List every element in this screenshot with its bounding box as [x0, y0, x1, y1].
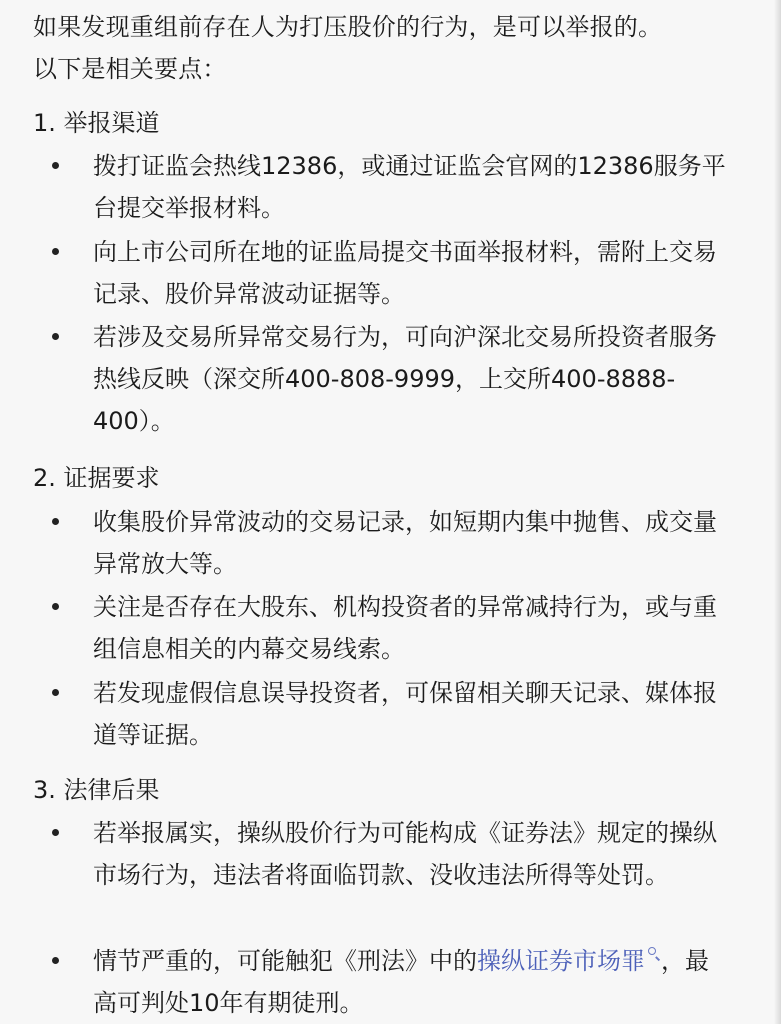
- list-item-text: 若发现虚假信息误导投资者，可保留相关聊天记录、媒体报道等证据。: [93, 679, 717, 749]
- intro-line: 如果发现重组前存在人为打压股价的行为，是可以举报的。: [33, 13, 663, 41]
- scroll-edge: [774, 0, 781, 1024]
- crime-link[interactable]: 操纵证券市场罪: [477, 947, 645, 975]
- search-icon[interactable]: [647, 947, 661, 961]
- list-item-text: [93, 940, 729, 1024]
- section-title-evidence: 2. 证据要求: [33, 464, 160, 492]
- section-title-report-channels: 1. 举报渠道: [33, 109, 160, 137]
- list-item-text: 收集股价异常波动的交易记录，如短期内集中抛售、成交量异常放大等。: [93, 508, 717, 578]
- bullet-dot: [52, 603, 59, 610]
- list-item-text: 若涉及交易所异常交易行为，可向沪深北交易所投资者服务热线反映（深交所400-808-9999，上交所400-8888-400）。: [93, 323, 717, 435]
- list-item-text: 关注是否存在大股东、机构投资者的异常减持行为，或与重组信息相关的内幕交易线索。: [93, 593, 717, 663]
- intro-line: 以下是相关要点：: [33, 55, 227, 83]
- intro-paragraph: [33, 6, 733, 90]
- bullet-dot: [52, 162, 59, 169]
- bullet-dot: [52, 957, 59, 964]
- bullet-dot: [52, 333, 59, 340]
- list-item-text: 拨打证监会热线12386，或通过证监会官网的12386服务平台提交举报材料。: [93, 152, 726, 222]
- list-item-text: 若举报属实，操纵股价行为可能构成《证券法》规定的操纵市场行为，违法者将面临罚款、没收违法所得等处罚。: [93, 819, 717, 889]
- list-item-text: 向上市公司所在地的证监局提交书面举报材料，需附上交易记录、股价异常波动证据等。: [93, 238, 717, 308]
- bullet-dot: [52, 829, 59, 836]
- section-title-legal-consequences: 3. 法律后果: [33, 776, 160, 804]
- list-item-text-after-link: ，最高可判处10年有期徒刑。: [93, 947, 709, 1017]
- bullet-dot: [52, 518, 59, 525]
- list-item-text-before-link: 情节严重的，可能触犯《刑法》中的: [93, 947, 477, 975]
- bullet-dot: [52, 248, 59, 255]
- bullet-dot: [52, 689, 59, 696]
